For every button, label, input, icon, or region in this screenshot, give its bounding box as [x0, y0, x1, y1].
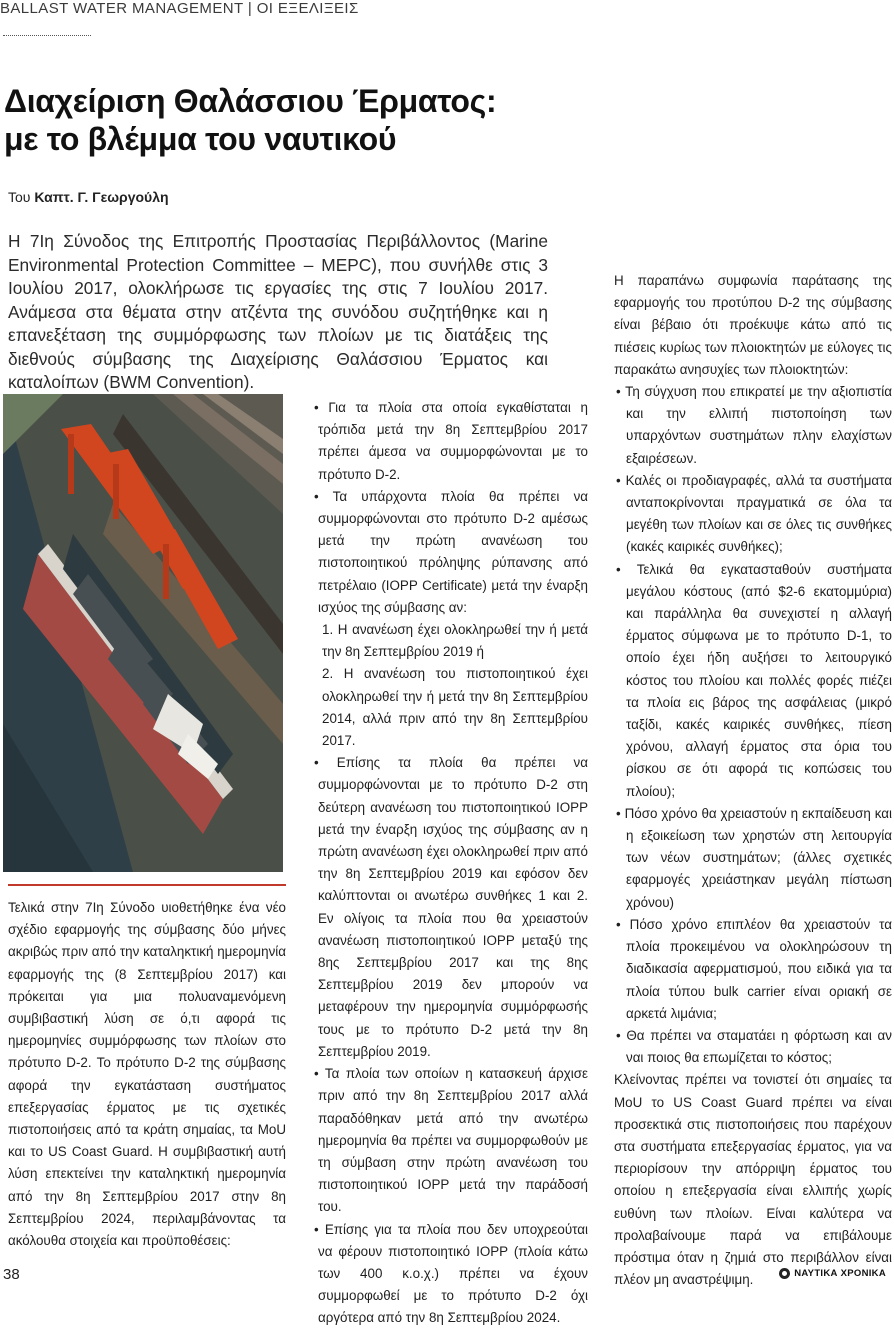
photo-illustration: [3, 394, 283, 872]
article-title: [4, 82, 704, 158]
column-3: [614, 270, 892, 1291]
col3-bullet-3: • Τελικά θα εγκατασταθούν συστήματα μεγάλου κόστους (από $2-6 εκατομμύρια) και παράλληλα θα συνεχιστεί η αλλαγή έρματος σύμφωνα με το πρότυπο D-1, το οποίο έχει ήδη αυξήσει το λειτουργικό κόστος του πλοίου και πολλές φορές πιέζει τα πλοία εις βάρος της ασφάλειας (μικρό ταξίδι, κακές καιρικές συνθήκες, πίεση χρόνου, αλλαγή έρματος στα όρια του ρίσκου σε ότι αφορά τις κοπώσεις του πλοίου);: [614, 559, 892, 803]
photo-accent-rule: [8, 884, 286, 886]
publication-brand: [779, 1268, 886, 1279]
col3-bullet-5: • Πόσο χρόνο επιπλέον θα χρειαστούν τα πλοία προκειμένου να ολοκληρώσουν τη διαδικασία αφερματισμού, που ειδικά για τα πλοία τύπου bulk carrier είναι οριακή σε αρκετά λιμάνια;: [614, 914, 892, 1025]
brand-logo-icon: [779, 1268, 790, 1279]
col3-bullet-1: • Τη σύγχυση που επικρατεί με την αξιοπιστία και την ελλιπή πιστοποίηση των υπαρχόντων συστημάτων πλην ελαχίστων εξαιρέσεων.: [614, 381, 892, 470]
column-2: [318, 397, 588, 1330]
col3-intro: Η παραπάνω συμφωνία παράτασης της εφαρμογής του προτύπου D-2 της σύμβασης είναι βέβαιο ότι προέκυψε κάτω από τις πιέσεις κυρίως των πλοιοκτητών με εύλογες τις παρακάτω ανησυχίες των πλοιοκτητών:: [614, 273, 892, 377]
page-number: 38: [3, 1266, 20, 1283]
title-line-1: Διαχείριση Θαλάσσιου Έρματος:: [4, 83, 497, 119]
byline-prefix: Του: [8, 189, 35, 205]
header-divider: [3, 35, 91, 36]
byline-author: Καπτ. Γ. Γεωργούλη: [34, 189, 169, 205]
section-label: BALLAST WATER MANAGEMENT | ΟΙ ΕΞΕΛΙΞΕΙΣ: [0, 0, 359, 17]
col2-bullet-5: • Επίσης για τα πλοία που δεν υποχρεούται να φέρουν πιστοποιητικό IOPP (πλοία κάτω των 400 κ.ο.χ.) πρέπει να έχουν συμμορφωθεί με το πρότυπο D-2 όχι αργότερα από την 8η Σεπτεμβρίου 2024.: [318, 1219, 588, 1330]
col2-bullet-2: • Τα υπάρχοντα πλοία θα πρέπει να συμμορφώνονται στο πρότυπο D-2 αμέσως μετά την πρώτη ανανέωση του πιστοποιητικού πρόληψης ρύπανσης από πετρέλαιο (IOPP Certificate) μετά την έναρξη ισχύος της σύμβασης αν:: [318, 486, 588, 619]
col1-paragraph: Τελικά στην 7Ιη Σύνοδο υιοθετήθηκε ένα νέο σχέδιο εφαρμογής της σύμβασης δύο μήνες ακριβώς πριν από την καταληκτική ημερομηνία εφαρμογής της (8 Σεπτεμβρίου 2017) και πρόκειται για μια πολυαναμενόμενη συμβιβαστική λύση σε ό,τι αφορά τις ημερομηνίες συμμόρφωσης των πλοίων στο πρότυπο D-2. Το πρότυπο D-2 της σύμβασης αφορά την εγκατάσταση συστήματος επεξεργασίας έρματος με τις σχετικές πιστοποιήσεις από τα κράτη σημαίας, τα MoU και το US Coast Guard. Η συμβιβαστική αυτή λύση επεκτείνει την καταληκτική ημερομηνία από την 8η Σεπτεμβρίου 2017 στην 8η Σεπτεμβρίου 2024, περιλαμβάνοντας τα ακόλουθα στοιχεία και προϋποθέσεις:: [8, 900, 286, 1249]
col3-closing: Κλείνοντας πρέπει να τονιστεί ότι σημαίες τα MoU το US Coast Guard πρέπει να είναι προσεκτικά στις πιστοποιήσεις που παρέχουν στα συστήματα επεξεργασίας έρματος, για να περιορίσουν την απόρριψη έρματος του οποίου η επεξεργασία είναι ελλιπής χωρίς ευθύνη των πλοίων. Είναι καλύτερα να προλαβαίνουμε παρά να επιβάλουμε πρόστιμα όταν η ζημιά στο περιβάλλον είναι πλέον μη αναστρέψιμη.: [614, 1072, 892, 1288]
ship-loading-photo: [3, 394, 283, 872]
lead-paragraph: Η 7Ιη Σύνοδος της Επιτροπής Προστασίας Περιβάλλοντος (Marine Environmental Protection Committee – MEPC), που συνήλθε στις 3 Ιουλίου 2017, ολοκλήρωσε τις εργασίες της στις 7 Ιουλίου 2017. Ανάμεσα στα θέματα στην ατζέντα της συνόδου συζητήθηκε και η επανεξέταση της συμμόρφωσης των πλοίων με τις διατάξεις της διεθνούς σύμβασης της Διαχείρισης Θαλάσσιου Έρματος και καταλοίπων (BWM Convention).: [8, 231, 548, 392]
col2-bullet-4: • Τα πλοία των οποίων η κατασκευή άρχισε πριν από την 8η Σεπτεμβρίου 2017 αλλά παραδόθηκαν μετά από την ανωτέρω ημερομηνία θα πρέπει να συμμορφωθούν με τη σύμβαση στην πρώτη ανανέωση του πιστοποιητικού IOPP μετά την παράδοσή του.: [318, 1063, 588, 1218]
byline: [8, 188, 169, 206]
col3-bullet-6: • Θα πρέπει να σταματάει η φόρτωση και αν ναι ποιος θα επωμίζεται το κόστος;: [614, 1025, 892, 1069]
title-line-2: με το βλέμμα του ναυτικού: [4, 121, 397, 157]
col2-condition-2: 2. Η ανανέωση του πιστοποιητικού έχει ολοκληρωθεί την ή μετά την 8η Σεπτεμβρίου 2014, αλλά πριν από την 8η Σεπτεμβρίου 2017.: [322, 666, 588, 749]
col3-bullet-4: • Πόσο χρόνο θα χρειαστούν η εκπαίδευση και η εξοικείωση των χρηστών στη λειτουργία των νέων συστημάτων; (άλλες σχετικές εφαρμογές χρειάστηκαν μεγάλη πίστωση χρόνου): [614, 803, 892, 914]
col2-condition-1: 1. Η ανανέωση έχει ολοκληρωθεί την ή μετά την 8η Σεπτεμβρίου 2019 ή: [322, 622, 588, 660]
col3-bullet-2: • Καλές οι προδιαγραφές, αλλά τα συστήματα ανταποκρίνονται πραγματικά σε όλα τα μεγέθη των πλοίων και σε όλες τις συνθήκες (κακές καιρικές συνθήκες);: [614, 470, 892, 559]
column-1: [8, 897, 286, 1252]
col2-bullet-1: • Για τα πλοία στα οποία εγκαθίσταται η τρόπιδα μετά την 8η Σεπτεμβρίου 2017 πρέπει άμεσα να συμμορφώνονται με το πρότυπο D-2.: [318, 397, 588, 486]
col2-bullet-3: • Επίσης τα πλοία θα πρέπει να συμμορφώνονται με το πρότυπο D-2 στη δεύτερη ανανέωση του πιστοποιητικού IOPP μετά την έναρξη ισχύος της σύμβασης αν η πρώτη ανανέωση έχει ολοκληρωθεί πριν από την 8η Σεπτεμβρίου 2019 και εφόσον δεν καλύπτονται οι ανωτέρω συνθήκες 1 και 2. Εν ολίγοις τα πλοία που θα χρειαστούν ανανέωση πιστοποιητικού IOPP μεταξύ της 8ης Σεπτεμβρίου 2017 και της 8ης Σεπτεμβρίου 2019 δεν μπορούν να μεταφέρουν την ημερομηνία συμμόρφωσής τους με το πρότυπο D-2 μετά την 8η Σεπτεμβρίου 2019.: [318, 752, 588, 1063]
brand-name: ΝΑΥΤΙΚΑ ΧΡΟΝΙΚΑ: [794, 1268, 886, 1279]
